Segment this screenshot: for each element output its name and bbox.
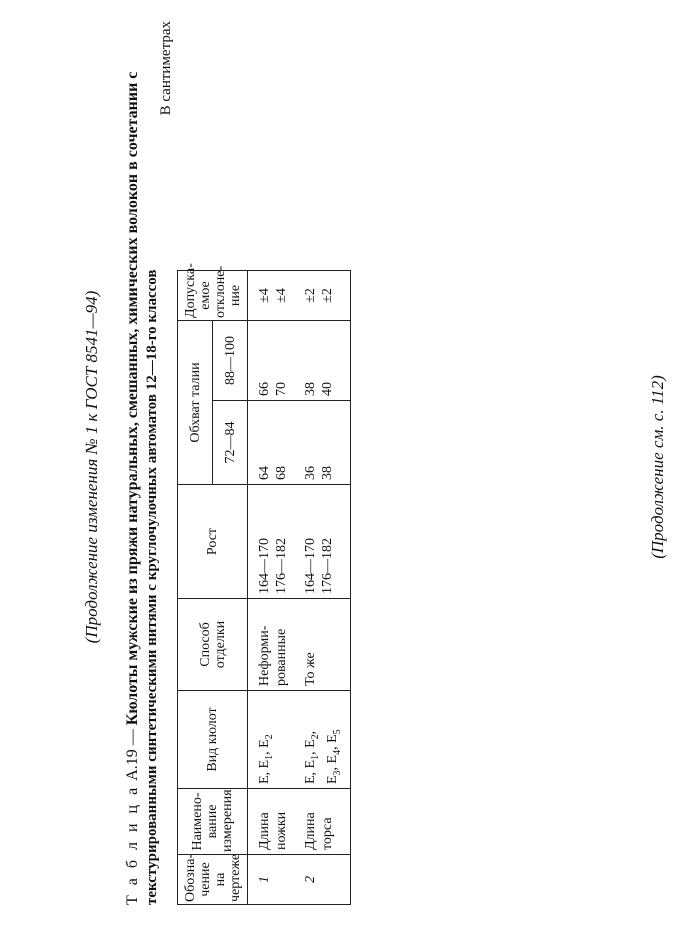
units-note: В сантиметрах [158,21,174,116]
col-kind: Вид кюлот [178,691,248,789]
row2-tolerance [294,270,350,320]
row1-waist-b [248,320,295,400]
row1-measure: Длина ножки [248,789,295,855]
col-finish: Способ отделки [178,599,248,691]
row2-measure: Длина торса [294,789,350,855]
row2-heights [294,485,350,599]
col-waist-88-100: 88—100 [213,320,248,400]
row1-height-a: 164—170 [257,538,272,594]
table-row [294,270,350,904]
row1-tol-0: ±4 [257,288,272,303]
row2-tol-1: ±2 [320,288,335,303]
row1-finish: Неформи-рованные [248,599,295,691]
row2-designation: 2 [294,855,350,905]
col-waist: Обхват талии [178,320,213,484]
row1-kind: Е, $Е_1$, $Е_2$ [248,691,295,789]
row1-waist-b-1: 70 [274,382,289,396]
row1-waist-a [248,401,295,485]
caption-prefix: Т а б л и ц а [124,784,141,905]
page-footer: (Продолжение см. с. 112) [648,375,667,559]
row2-waist-a-0: 36 [303,466,318,480]
col-tolerance: Допуска-емое отклоне-ние [178,270,248,320]
row2-waist-a-1: 38 [320,466,335,480]
caption-title: Кюлоты мужские из пряжи натуральных, смешанных, химических волокон в сочетании с [124,71,141,726]
row2-kind: Е, $Е_1$, $Е_2$, $Е_3$, $Е_4$, $Е_5$ [294,691,350,789]
row1-tolerance [248,270,295,320]
row1-tol-1: ±4 [274,288,289,303]
row2-waist-b-0: 38 [303,382,318,396]
row1-heights [248,485,295,599]
col-measure: Наимено-вание измерения [178,789,248,855]
table-caption-line1 [124,72,142,905]
row1-designation: 1 [248,855,295,905]
table-row [248,270,295,904]
row1-waist-a-1: 68 [274,466,289,480]
row2-tol-0: ±2 [303,288,318,303]
row2-finish: То же [294,599,350,691]
row2-waist-a [294,401,350,485]
caption-number: А.19 [124,749,141,781]
row2-waist-b-1: 40 [320,382,335,396]
col-designation: Обозна-чение на чертеже [178,855,248,905]
size-table [177,263,351,905]
row1-waist-a-0: 64 [257,466,272,480]
row2-height-b: 176—182 [320,538,335,594]
page-header: (Продолжение изменения № 1 к ГОСТ 8541—94) [82,290,101,644]
rotated-page [78,17,698,917]
col-height: Рост [178,485,248,599]
caption-dash: — [124,729,141,746]
row1-height-b: 176—182 [274,538,289,594]
header-row [178,270,213,904]
row2-waist-b [294,320,350,400]
col-waist-72-84: 72—84 [213,401,248,485]
row1-waist-b-0: 66 [257,382,272,396]
table-caption-line2: текстурированными синтетическими нитями с круглочулочных автоматов 12—18-го классов [144,269,160,905]
row2-height-a: 164—170 [303,538,318,594]
